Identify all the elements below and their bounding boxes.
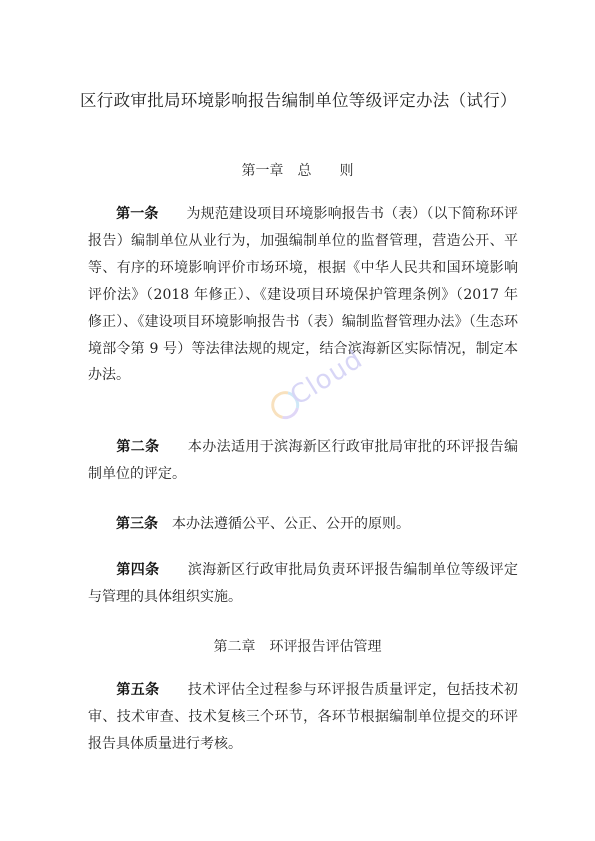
article-5: [88, 677, 518, 758]
chapter-heading-2: 第二章 环评报告评估管理: [213, 639, 382, 655]
article-number: 第三条: [116, 516, 158, 532]
article-4: [88, 557, 518, 611]
watermark-text: Cloud: [285, 344, 369, 412]
article-2: [88, 434, 518, 488]
document-title: 区行政审批局环境影响报告编制单位等级评定办法（试行）: [80, 91, 517, 110]
article-text: 滨海新区行政审批局负责环评报告编制单位等级评定与管理的具体组织实施。: [88, 562, 519, 605]
cloud-logo-icon: [266, 386, 305, 425]
article-text: 本办法遵循公平、公正、公开的原则。: [172, 516, 410, 532]
article-3: [88, 511, 518, 538]
article-1: [88, 201, 518, 389]
article-text: 本办法适用于滨海新区行政审批局审批的环评报告编制单位的评定。: [88, 439, 519, 482]
article-number: 第二条: [116, 439, 160, 455]
article-text: 技术评估全过程参与环评报告质量评定，包括技术初审、技术审查、技术复核三个环节，各环节根据编制单位提交的环评报告具体质量进行考核。: [88, 682, 519, 752]
chapter-heading-1: 第一章 总 则: [241, 163, 354, 179]
article-number: 第一条: [116, 206, 159, 222]
article-number: 第五条: [116, 682, 160, 698]
article-number: 第四条: [116, 562, 160, 578]
article-text: 为规范建设项目环境影响报告书（表）（以下简称环评报告）编制单位从业行为，加强编制单位的监督管理，营造公开、平等、有序的环境影响评价市场环境，根据《中华人民共和国环境影响评价法》（2018 年修正）、《建设项目环境保护管理条例》（2017 年修正）、《建设项目环境影响报告书（表）编制监督管理办法》（生态环境部令第 9 号）等法律法规的规定，结合滨海新区实际情况，制定本办法。: [88, 206, 519, 384]
